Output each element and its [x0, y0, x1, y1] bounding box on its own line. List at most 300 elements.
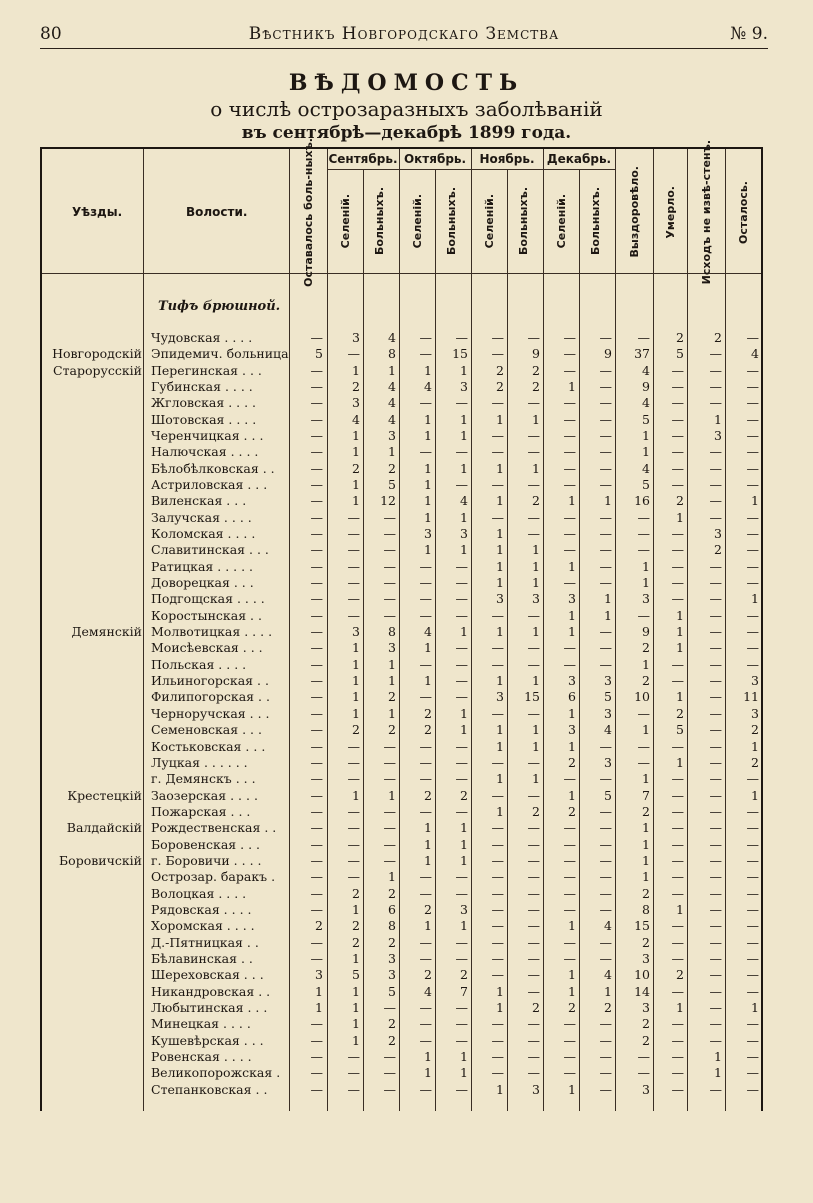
row-value: —	[671, 950, 684, 966]
row-value: —	[491, 918, 504, 934]
row-value: 3	[496, 689, 504, 705]
row-value: —	[527, 852, 540, 868]
row-volost: Подгощская . . . .	[151, 591, 265, 607]
row-value: —	[709, 705, 722, 721]
row-value: 2	[388, 689, 396, 705]
table-row	[40, 346, 763, 362]
row-value: —	[746, 918, 759, 934]
running-head	[40, 24, 768, 49]
column-rule	[615, 149, 616, 1111]
row-value: —	[455, 934, 468, 950]
row-value: —	[527, 885, 540, 901]
row-value: —	[746, 1016, 759, 1032]
header-uezdy: Уѣзды.	[72, 205, 123, 219]
header-volosti: Волости.	[186, 205, 248, 219]
row-value: —	[491, 1032, 504, 1048]
row-value: 1	[676, 754, 684, 770]
row-value: 1	[388, 705, 396, 721]
row-value: —	[709, 1081, 722, 1097]
row-value: —	[599, 1048, 612, 1064]
row-value: 2	[642, 885, 650, 901]
row-value: 1	[388, 869, 396, 885]
row-value: 2	[751, 754, 759, 770]
row-value: 2	[496, 362, 504, 378]
row-value: —	[310, 705, 323, 721]
row-value: 1	[751, 999, 759, 1015]
row-value: 14	[634, 983, 650, 999]
row-value: —	[491, 1048, 504, 1064]
row-value: —	[491, 901, 504, 917]
row-value: —	[491, 640, 504, 656]
row-value: 1	[460, 428, 468, 444]
row-value: —	[491, 950, 504, 966]
row-value: —	[709, 967, 722, 983]
row-value: —	[419, 1032, 432, 1048]
column-rule	[435, 169, 436, 1111]
row-value: 1	[532, 738, 540, 754]
row-value: —	[527, 444, 540, 460]
row-value: —	[746, 624, 759, 640]
row-value: 1	[352, 673, 360, 689]
row-value: —	[310, 624, 323, 640]
row-value: —	[671, 411, 684, 427]
row-value: —	[671, 983, 684, 999]
row-value: 1	[460, 542, 468, 558]
row-value: —	[419, 558, 432, 574]
row-value: 2	[676, 330, 684, 345]
row-value: 2	[424, 705, 432, 721]
row-value: 2	[642, 673, 650, 689]
row-value: 2	[751, 722, 759, 738]
row-value: 1	[751, 493, 759, 509]
row-value: —	[563, 640, 576, 656]
row-value: —	[563, 1016, 576, 1032]
row-value: —	[599, 738, 612, 754]
row-value: —	[455, 885, 468, 901]
row-value: —	[527, 1032, 540, 1048]
row-value: —	[746, 1065, 759, 1081]
row-value: 1	[424, 477, 432, 493]
row-value: 3	[568, 722, 576, 738]
row-value: —	[637, 1048, 650, 1064]
row-value: 1	[352, 901, 360, 917]
row-value: 3	[604, 705, 612, 721]
row-value: —	[310, 1081, 323, 1097]
row-volost: Молвотицкая . . . .	[151, 624, 273, 640]
header-remained: Оставалось боль-ныхъ.	[301, 137, 315, 287]
row-value: —	[599, 852, 612, 868]
row-value: 2	[424, 722, 432, 738]
row-value: —	[491, 836, 504, 852]
table-row	[40, 918, 763, 934]
row-volost: г. Боровичи . . . .	[151, 852, 262, 868]
row-value: —	[347, 869, 360, 885]
row-value: —	[671, 1081, 684, 1097]
row-value: —	[310, 836, 323, 852]
row-value: 1	[424, 493, 432, 509]
row-value: —	[671, 591, 684, 607]
table-row	[40, 461, 763, 477]
row-value: —	[671, 738, 684, 754]
row-value: 2	[388, 1032, 396, 1048]
row-uezd: Новгородскій	[52, 346, 142, 362]
row-value: —	[310, 738, 323, 754]
header-sep-settlements: Селеній.	[338, 193, 352, 249]
row-value: 4	[424, 624, 432, 640]
row-value: —	[527, 477, 540, 493]
row-value: —	[491, 852, 504, 868]
row-value: —	[709, 477, 722, 493]
row-value: 1	[460, 820, 468, 836]
row-value: 1	[568, 738, 576, 754]
row-value: —	[671, 918, 684, 934]
row-value: —	[347, 1048, 360, 1064]
row-volost: Эпидемич. больница	[151, 346, 289, 362]
row-volost: Любытинская . . .	[151, 999, 268, 1015]
column-rule	[507, 169, 508, 1111]
row-value: —	[746, 362, 759, 378]
row-value: 1	[424, 509, 432, 525]
row-value: —	[310, 1048, 323, 1064]
row-value: 15	[634, 918, 650, 934]
row-value: 1	[642, 428, 650, 444]
row-value: —	[709, 362, 722, 378]
row-value: —	[599, 509, 612, 525]
row-value: 3	[460, 379, 468, 395]
column-rule	[761, 149, 763, 1111]
row-volost: Бѣлобѣлковская . .	[151, 460, 275, 476]
row-value: —	[563, 428, 576, 444]
row-value: —	[491, 1016, 504, 1032]
row-volost: Шереховская . . .	[151, 967, 264, 983]
row-value: 1	[532, 624, 540, 640]
row-value: —	[709, 999, 722, 1015]
row-value: —	[491, 934, 504, 950]
row-value: —	[599, 950, 612, 966]
row-value: —	[347, 771, 360, 787]
row-value: —	[599, 460, 612, 476]
row-value: —	[599, 362, 612, 378]
column-rule	[653, 149, 654, 1111]
row-value: —	[671, 542, 684, 558]
row-value: —	[709, 983, 722, 999]
row-value: 3	[642, 1081, 650, 1097]
row-value: —	[310, 477, 323, 493]
row-value: —	[419, 934, 432, 950]
row-value: —	[347, 591, 360, 607]
row-value: —	[455, 754, 468, 770]
row-volost: Бѣлавинская . .	[151, 950, 253, 966]
row-value: —	[455, 558, 468, 574]
row-value: 3	[568, 673, 576, 689]
row-value: —	[671, 558, 684, 574]
row-value: 4	[642, 362, 650, 378]
row-value: 5	[604, 689, 612, 705]
row-value: —	[563, 444, 576, 460]
row-value: 4	[604, 722, 612, 738]
row-value: —	[347, 607, 360, 623]
row-value: —	[310, 558, 323, 574]
row-value: —	[671, 428, 684, 444]
row-value: —	[563, 852, 576, 868]
row-value: 4	[604, 918, 612, 934]
table-row	[40, 591, 763, 607]
column-rule	[471, 149, 472, 1111]
row-value: —	[671, 836, 684, 852]
row-value: 1	[642, 852, 650, 868]
row-value: 9	[642, 379, 650, 395]
row-value: 1	[496, 460, 504, 476]
row-value: 1	[460, 852, 468, 868]
row-volost: Ратицкая . . . . .	[151, 558, 254, 574]
row-value: 1	[460, 362, 468, 378]
row-value: —	[709, 460, 722, 476]
row-value: 1	[424, 542, 432, 558]
row-volost: Филипогорская . .	[151, 689, 270, 705]
row-value: —	[599, 656, 612, 672]
row-value: 3	[496, 591, 504, 607]
row-value: —	[563, 934, 576, 950]
row-volost: Рождественская . .	[151, 820, 277, 836]
row-value: —	[746, 509, 759, 525]
row-volost: Перегинская . . .	[151, 362, 262, 378]
row-value: 1	[352, 950, 360, 966]
row-value: —	[709, 885, 722, 901]
row-value: —	[671, 1065, 684, 1081]
row-value: —	[419, 444, 432, 460]
row-value: —	[637, 705, 650, 721]
row-value: 2	[424, 787, 432, 803]
table-row	[40, 820, 763, 836]
row-value: —	[383, 526, 396, 542]
row-value: 3	[460, 901, 468, 917]
row-value: 1	[352, 689, 360, 705]
row-value: 1	[751, 787, 759, 803]
row-value: —	[563, 1048, 576, 1064]
row-value: 15	[524, 689, 540, 705]
row-value: 2	[642, 640, 650, 656]
row-value: 3	[460, 526, 468, 542]
row-value: —	[455, 1016, 468, 1032]
row-value: 1	[642, 836, 650, 852]
row-value: 1	[568, 607, 576, 623]
row-value: —	[746, 1048, 759, 1064]
row-value: 1	[642, 575, 650, 591]
row-value: —	[310, 950, 323, 966]
row-value: —	[709, 689, 722, 705]
row-value: 2	[388, 934, 396, 950]
table-row	[40, 804, 763, 820]
table-row	[40, 1033, 763, 1049]
row-value: —	[709, 803, 722, 819]
row-value: —	[563, 330, 576, 345]
row-value: —	[746, 428, 759, 444]
row-value: 1	[568, 624, 576, 640]
row-value: 6	[388, 901, 396, 917]
row-value: 3	[388, 950, 396, 966]
row-value: —	[491, 509, 504, 525]
row-value: —	[310, 460, 323, 476]
row-value: 1	[460, 918, 468, 934]
row-value: 2	[352, 460, 360, 476]
row-value: —	[599, 771, 612, 787]
row-value: —	[671, 362, 684, 378]
table-row	[40, 886, 763, 902]
row-value: —	[709, 493, 722, 509]
row-value: 2	[532, 803, 540, 819]
column-rule	[143, 149, 144, 1111]
table-row	[40, 657, 763, 673]
row-value: 1	[604, 983, 612, 999]
row-value: —	[527, 983, 540, 999]
row-value: —	[671, 656, 684, 672]
row-value: 11	[743, 689, 759, 705]
row-value: —	[746, 477, 759, 493]
row-volost: Черноручская . . .	[151, 705, 270, 721]
row-value: 1	[460, 1048, 468, 1064]
row-value: 1	[424, 1065, 432, 1081]
header-nov-settlements: Селеній.	[482, 193, 496, 249]
row-value: —	[563, 346, 576, 362]
table-row	[40, 951, 763, 967]
row-value: —	[599, 1016, 612, 1032]
row-value: —	[746, 967, 759, 983]
row-value: 1	[532, 542, 540, 558]
row-value: 1	[714, 411, 722, 427]
row-value: 2	[460, 787, 468, 803]
row-value: —	[455, 330, 468, 345]
row-value: —	[310, 575, 323, 591]
row-value: —	[563, 1032, 576, 1048]
row-value: —	[709, 558, 722, 574]
row-value: —	[310, 411, 323, 427]
row-value: —	[347, 526, 360, 542]
row-value: —	[310, 591, 323, 607]
row-volost: Заозерская . . . .	[151, 787, 258, 803]
row-value: —	[746, 558, 759, 574]
row-value: 5	[315, 346, 323, 362]
row-value: 1	[532, 460, 540, 476]
row-value: —	[527, 640, 540, 656]
row-value: 1	[424, 1048, 432, 1064]
row-value: 1	[604, 591, 612, 607]
row-value: —	[310, 689, 323, 705]
row-value: 1	[676, 607, 684, 623]
row-value: 12	[380, 493, 396, 509]
row-value: —	[637, 542, 650, 558]
table-row	[40, 428, 763, 444]
row-value: —	[419, 950, 432, 966]
column-rule	[40, 149, 42, 1111]
row-value: 2	[352, 885, 360, 901]
row-value: —	[419, 575, 432, 591]
row-value: —	[419, 1081, 432, 1097]
row-value: —	[563, 656, 576, 672]
row-volost: Кушевѣрская . . .	[151, 1032, 264, 1048]
column-rule	[399, 149, 400, 1111]
row-value: —	[709, 607, 722, 623]
row-value: —	[599, 428, 612, 444]
row-value: 1	[642, 820, 650, 836]
row-value: 16	[634, 493, 650, 509]
row-value: —	[383, 836, 396, 852]
row-value: —	[491, 428, 504, 444]
row-value: 2	[532, 493, 540, 509]
row-value: —	[709, 738, 722, 754]
row-value: —	[310, 656, 323, 672]
row-value: 4	[388, 395, 396, 411]
row-volost: Степанковская . .	[151, 1081, 268, 1097]
row-value: —	[671, 477, 684, 493]
row-value: —	[419, 346, 432, 362]
row-value: 1	[388, 444, 396, 460]
row-value: 2	[532, 999, 540, 1015]
row-value: 2	[568, 803, 576, 819]
row-value: —	[671, 771, 684, 787]
row-value: —	[746, 934, 759, 950]
row-value: 2	[642, 1032, 650, 1048]
row-value: 1	[424, 836, 432, 852]
row-value: —	[746, 885, 759, 901]
row-value: 1	[496, 673, 504, 689]
row-value: —	[671, 1016, 684, 1032]
row-value: —	[563, 771, 576, 787]
row-value: 1	[496, 526, 504, 542]
row-value: —	[455, 444, 468, 460]
row-value: 1	[496, 624, 504, 640]
row-value: 1	[642, 558, 650, 574]
row-value: —	[383, 771, 396, 787]
header-dec-settlements: Селеній.	[554, 193, 568, 249]
row-value: 1	[460, 705, 468, 721]
row-value: —	[599, 869, 612, 885]
row-value: 1	[568, 493, 576, 509]
row-value: 1	[424, 428, 432, 444]
row-value: 1	[676, 901, 684, 917]
row-value: —	[527, 1065, 540, 1081]
row-value: —	[419, 885, 432, 901]
row-value: —	[563, 509, 576, 525]
row-value: 1	[388, 656, 396, 672]
row-value: —	[455, 771, 468, 787]
row-value: —	[491, 869, 504, 885]
row-value: —	[491, 705, 504, 721]
row-volost: Великопорожская .	[151, 1065, 281, 1081]
row-value: —	[527, 1048, 540, 1064]
table-row	[40, 935, 763, 951]
row-value: 4	[642, 460, 650, 476]
row-value: —	[563, 460, 576, 476]
header-november: Ноябрь.	[479, 152, 535, 166]
row-value: —	[491, 656, 504, 672]
row-value: —	[709, 1016, 722, 1032]
row-value: 2	[315, 918, 323, 934]
row-value: —	[310, 607, 323, 623]
row-value: —	[709, 852, 722, 868]
row-value: —	[709, 836, 722, 852]
row-value: —	[527, 509, 540, 525]
row-value: 4	[424, 379, 432, 395]
row-value: 1	[642, 771, 650, 787]
row-value: —	[746, 411, 759, 427]
column-rule	[579, 169, 580, 1111]
row-value: 1	[496, 1081, 504, 1097]
row-value: 1	[604, 607, 612, 623]
row-value: —	[383, 591, 396, 607]
header-nov-sick: Больныхъ.	[516, 186, 530, 256]
row-volost: Семеновская . . .	[151, 722, 262, 738]
row-value: 15	[452, 346, 468, 362]
